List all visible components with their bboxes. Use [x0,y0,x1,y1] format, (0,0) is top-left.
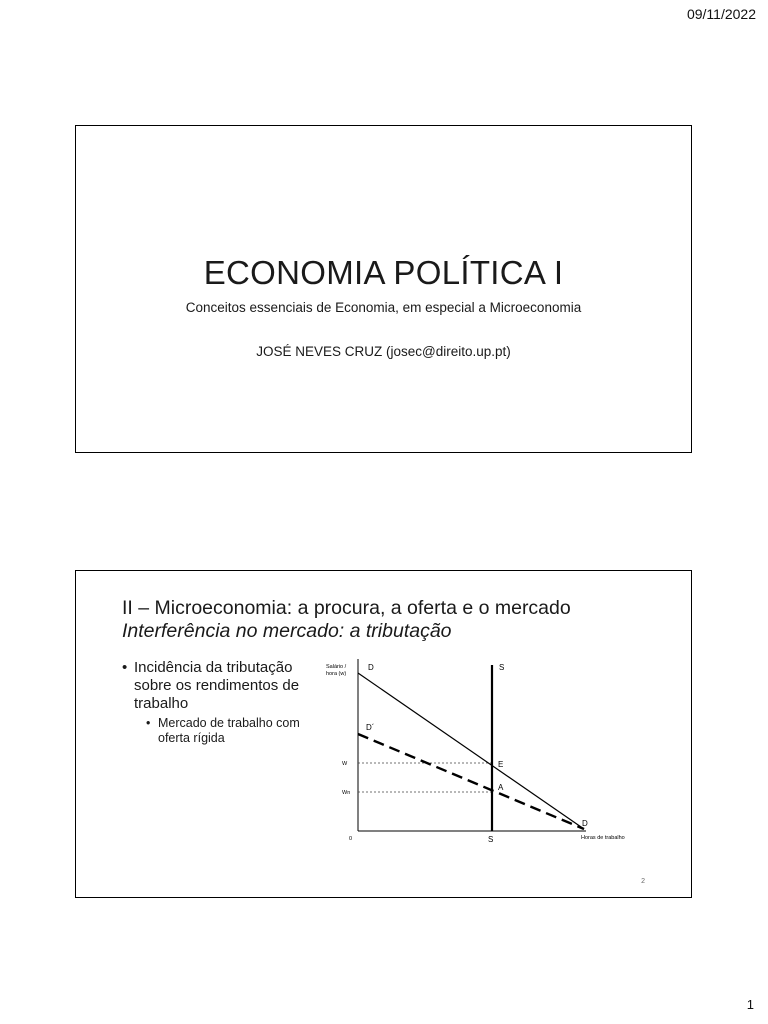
bullet-level-2: • Mercado de trabalho com oferta rígida [122,716,302,746]
demand-after-tax-line [358,734,584,829]
label-a: A [498,783,504,792]
label-d-prime: D´ [366,723,375,732]
y-axis-label-line2: hora (w) [326,671,347,677]
slide-2-number: 2 [641,878,645,885]
origin-label: 0 [349,836,353,842]
slide-1-subtitle: Conceitos essenciais de Economia, em especial a Microeconomia [185,300,582,315]
slide-1 [75,125,692,453]
slide-2-bullets [122,659,302,746]
print-date: 09/11/2022 [686,6,756,22]
label-d-end: D [582,819,588,828]
demand-line [358,673,584,829]
slide-2-title-line1: II – Microeconomia: a procura, a oferta e o mercado [122,597,571,619]
tick-label-wn: Wn [342,790,351,796]
x-axis-label: Horas de trabalho [581,835,625,841]
slide-2-title-line2: Interferência no mercado: a tributação [122,620,452,642]
y-axis-label-line1: Salário / [326,664,347,670]
slide-1-author: JOSÉ NEVES CRUZ (josec@direito.up.pt) [256,344,511,359]
slide-1-title: ECONOMIA POLÍTICA I [203,254,564,291]
page-number: 1 [746,997,754,1012]
label-d-top: D [368,663,374,672]
labor-market-chart [316,651,646,851]
label-s-bottom: S [488,835,494,844]
label-e: E [498,760,504,769]
slide-2-title [122,597,571,643]
bullet-level-1: • Incidência da tributação sobre os rendimentos de trabalho [122,659,302,713]
tick-label-w: W [342,761,348,767]
label-s-top: S [499,663,505,672]
slide-2 [75,570,692,898]
